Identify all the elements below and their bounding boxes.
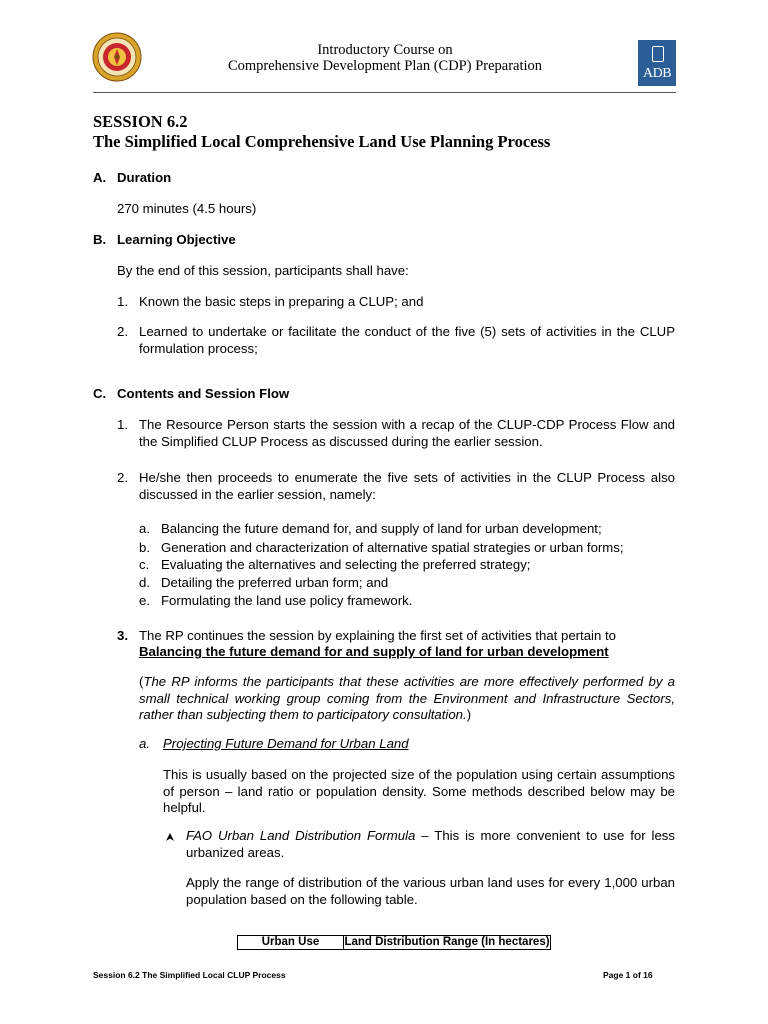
- arrowhead-bullet-icon: [165, 829, 175, 839]
- activity-a-text: Balancing the future demand for, and supply of land for urban development;: [161, 521, 602, 536]
- activity-d-letter: d.: [139, 575, 150, 590]
- flow-3-text: The RP continues the session by explaining the first set of activities that pertain to: [139, 628, 616, 643]
- table-header-urban-use: Urban Use: [238, 936, 344, 949]
- section-c-label: C.: [93, 386, 107, 401]
- city-seal-logo: [92, 32, 142, 82]
- table-header-distribution-range: Land Distribution Range (In hectares): [344, 936, 550, 948]
- activity-d-text: Detailing the preferred urban form; and: [161, 575, 389, 590]
- header-line-2: Comprehensive Development Plan (CDP) Preparation: [227, 58, 543, 74]
- adb-logo-text: ADB: [642, 66, 672, 81]
- activity-c-text: Evaluating the alternatives and selecting the preferred strategy;: [161, 557, 531, 572]
- adb-logo: [638, 40, 676, 86]
- section-b-heading: Learning Objective: [117, 232, 236, 247]
- section-a-heading: Duration: [117, 170, 172, 185]
- section-c-heading: Contents and Session Flow: [117, 386, 290, 401]
- duration-text: 270 minutes (4.5 hours): [117, 201, 257, 216]
- adb-logo-mark: [652, 46, 664, 62]
- fao-bullet-desc: – This is more convenient to use for less urbanized areas.: [186, 828, 675, 860]
- activity-a-letter: a.: [139, 521, 150, 536]
- sub-a-title: Projecting Future Demand for Urban Land: [163, 736, 409, 751]
- objective-2-num: 2.: [117, 324, 128, 339]
- activity-e-letter: e.: [139, 593, 150, 608]
- rp-note: [139, 674, 675, 724]
- footer-session: Session 6.2 The Simplified Local CLUP Process: [93, 970, 286, 980]
- land-distribution-table-header: [237, 935, 551, 950]
- section-a-label: A.: [93, 170, 107, 185]
- sub-a-text: This is usually based on the projected size of the population using certain assumptions of person – land ratio or population density. Some methods described below may be helpful.: [163, 767, 675, 815]
- flow-1-num: 1.: [117, 417, 128, 432]
- session-title: The Simplified Local Comprehensive Land Use Planning Process: [93, 132, 551, 151]
- objective-2-text: Learned to undertake or facilitate the conduct of the five (5) sets of activities in the CLUP formulation process;: [139, 324, 675, 356]
- apply-text: Apply the range of distribution of the various urban land uses for every 1,000 urban population based on the following table.: [186, 875, 675, 907]
- section-b-label: B.: [93, 232, 107, 247]
- sub-a-letter: a.: [139, 736, 150, 751]
- rp-note-open: (: [139, 674, 144, 689]
- header-divider: [93, 92, 676, 93]
- flow-2-text: He/she then proceeds to enumerate the five sets of activities in the CLUP Process also discussed in the earlier session, namely:: [139, 470, 675, 502]
- flow-3-num: 3.: [117, 628, 128, 643]
- objective-1-num: 1.: [117, 294, 128, 309]
- footer-page-number: Page 1 of 16: [603, 970, 653, 980]
- flow-2-num: 2.: [117, 470, 128, 485]
- flow-3-topic: Balancing the future demand for and supply of land for urban development: [139, 644, 609, 659]
- fao-bullet-text: [186, 828, 675, 861]
- activity-b-letter: b.: [139, 540, 150, 555]
- rp-note-close: ): [466, 707, 472, 722]
- activity-c-letter: c.: [139, 557, 150, 572]
- activity-e-text: Formulating the land use policy framework.: [161, 593, 413, 608]
- objective-intro: By the end of this session, participants shall have:: [117, 263, 409, 278]
- header-line-1: Introductory Course on: [317, 42, 453, 58]
- fao-bullet-title: FAO Urban Land Distribution Formula: [186, 828, 416, 843]
- activity-b-text: Generation and characterization of alternative spatial strategies or urban forms;: [161, 540, 624, 555]
- flow-1-text: The Resource Person starts the session with a recap of the CLUP-CDP Process Flow and the Simplified CLUP Process as discussed during the earlier session.: [139, 417, 675, 449]
- rp-note-text: The RP informs the participants that these activities are more effectively performed by a small technical working group coming from the Environment and Infrastructure Sectors, rather than subjecting them to participatory consultation.: [139, 674, 675, 722]
- session-number: SESSION 6.2: [93, 112, 188, 131]
- objective-1-text: Known the basic steps in preparing a CLUP; and: [139, 294, 424, 309]
